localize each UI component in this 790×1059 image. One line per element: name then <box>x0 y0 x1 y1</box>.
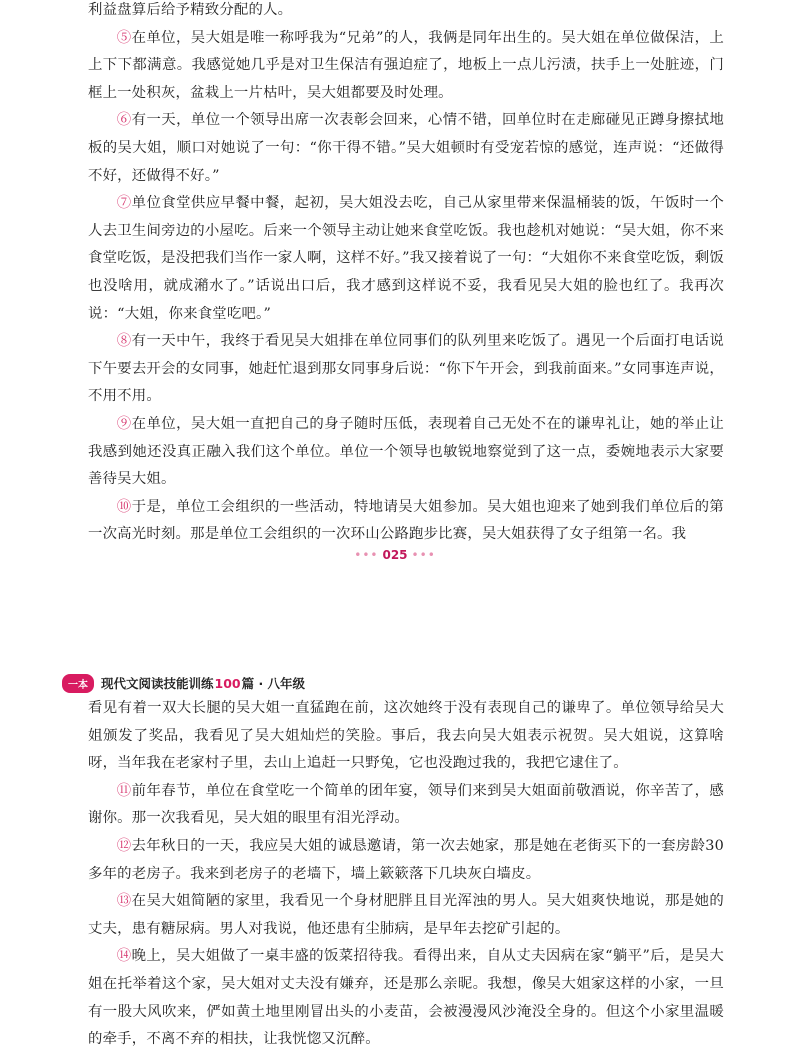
paragraph-13 <box>88 888 724 943</box>
paragraph-text: 前年春节，单位在食堂吃一个简单的团年宴，领导们来到吴大姐面前敬酒说，你辛苦了，感谢你。那一次我看见，吴大姐的眼里有泪光浮动。 <box>88 782 724 827</box>
page-number-dots-left: ••• <box>354 548 379 562</box>
paragraph-7 <box>88 190 724 328</box>
paragraph-number: ⑦ <box>116 195 132 212</box>
paragraph-14 <box>88 943 724 1053</box>
paragraph-number: ⑨ <box>116 415 132 432</box>
paragraph-text: 去年秋日的一天，我应吴大姐的诚恳邀请，第一次去她家，那是她在老街买下的一套房龄30多年的老房子。我来到老房子的老墙下，墙上簌簌落下几块灰白墙皮。 <box>88 837 725 882</box>
bottom-page <box>0 655 790 1059</box>
paragraph-12 <box>88 833 724 888</box>
paragraph-text: 在吴大姐简陋的家里，我看见一个身材肥胖且目光浑浊的男人。吴大姐爽快地说，那是她的丈夫，患有糖尿病。男人对我说，他还患有尘肺病，是早年去挖矿引起的。 <box>88 893 724 937</box>
header-title-number: 100 <box>214 675 241 691</box>
running-header <box>62 674 305 692</box>
paragraph-number: ⑥ <box>116 112 132 129</box>
paragraph-11 <box>88 778 724 833</box>
page-number <box>0 548 790 562</box>
paragraph-number: ⑬ <box>116 893 132 910</box>
paragraph-10 <box>88 494 724 549</box>
paragraph-text: 于是，单位工会组织的一些活动，特地请吴大姐参加。吴大姐也迎来了她到我们单位后的第一次高光时刻。那是单位工会组织的一次环山公路跑步比赛，吴大姐获得了女子组第一名。我 <box>88 498 724 543</box>
paragraph-number: ⑫ <box>116 837 132 854</box>
paragraph-number: ⑧ <box>116 333 132 350</box>
paragraph-number: ⑩ <box>116 498 132 515</box>
paragraph-9 <box>88 411 724 494</box>
header-title-suffix: 篇 · 八年级 <box>241 676 306 691</box>
paragraph-text: 在单位，吴大姐一直把自己的身子随时压低，表现着自己无处不在的谦卑礼让，她的举止让我感到她还没真正融入我们这个单位。单位一个领导也敏锐地察觉到了这一点，委婉地表示大家要善待吴大姐。 <box>88 415 724 488</box>
paragraph-text: 看见有着一双大长腿的吴大姐一直猛跑在前，这次她终于没有表现自己的谦卑了。单位领导给吴大姐颁发了奖品，我看见了吴大姐灿烂的笑脸。事后，我去向吴大姐表示祝贺。吴大姐说，这算啥呀，当年我在老家村子里，去山上追赶一只野兔，它也没跑过我的，我把它逮住了。 <box>88 700 724 772</box>
paragraph-text: 有一天，单位一个领导出席一次表彰会回来，心情不错，回单位时在走廊碰见正蹲身擦拭地板的吴大姐，顺口对她说了一句：“你干得不错。”吴大姐顿时有受宠若惊的感觉，连声说：“还做得不好，还做得不好。” <box>88 112 724 184</box>
paragraph-10-end <box>88 695 724 778</box>
header-title-prefix: 现代文阅读技能训练 <box>101 676 214 691</box>
bottom-page-body <box>88 695 724 1054</box>
page-number-dots-right: ••• <box>411 548 436 562</box>
paragraph-text: 利益盘算后给予精致分配的人。 <box>88 2 293 18</box>
paragraph-number: ⑤ <box>116 29 132 46</box>
paragraph-8 <box>88 328 724 411</box>
paragraph-4-end <box>88 0 724 25</box>
paragraph-text: 晚上，吴大姐做了一桌丰盛的饭菜招待我。看得出来，自从丈夫因病在家“躺平”后，是吴大姐在托举着这个家，吴大姐对丈夫没有嫌弃，还是那么亲昵。我想，像吴大姐家这样的小家，一旦有一股大风吹来，俨如黄土地里刚冒出头的小麦苗，会被漫漫风沙淹没全身的。但这个小家里温暖的牵手，不离不弃的相扶，让我恍惚又沉醉。 <box>88 948 724 1048</box>
paragraph-6 <box>88 107 724 190</box>
paragraph-text: 有一天中午，我终于看见吴大姐排在单位同事们的队列里来吃饭了。遇见一个后面打电话说下午要去开会的女同事，她赶忙退到那女同事身后说：“你下午开会，到我前面来。”女同事连声说，不用不用。 <box>88 333 724 405</box>
top-page-body <box>88 0 724 549</box>
paragraph-text: 单位食堂供应早餐中餐，起初，吴大姐没去吃，自己从家里带来保温桶装的饭，午饭时一个人去卫生间旁边的小屋吃。后来一个领导主动让她来食堂吃饭。我也趁机对她说：“吴大姐，你不来食堂吃饭，是没把我们当作一家人啊，这样不好。”我又接着说了一句：“大姐你不来食堂吃饭，剩饭也没啥用，就成潲水了。”话说出口后，我才感到这样说不妥，我看见吴大姐的脸也红了。我再次说：“大姐，你来食堂吃吧。” <box>88 195 724 322</box>
paragraph-number: ⑪ <box>116 782 132 799</box>
paragraph-text: 在单位，吴大姐是唯一称呼我为“兄弟”的人，我俩是同年出生的。吴大姐在单位做保洁，上上下下都满意。我感觉她几乎是对卫生保洁有强迫症了，地板上一点儿污渍，扶手上一处脏迹，门框上一处积灰，盆栽上一片枯叶，吴大姐都要及时处理。 <box>88 29 724 101</box>
brand-badge: 一本 <box>62 674 94 693</box>
page-number-value: 025 <box>382 548 408 562</box>
paragraph-number: ⑭ <box>116 948 132 965</box>
paragraph-5 <box>88 25 724 108</box>
